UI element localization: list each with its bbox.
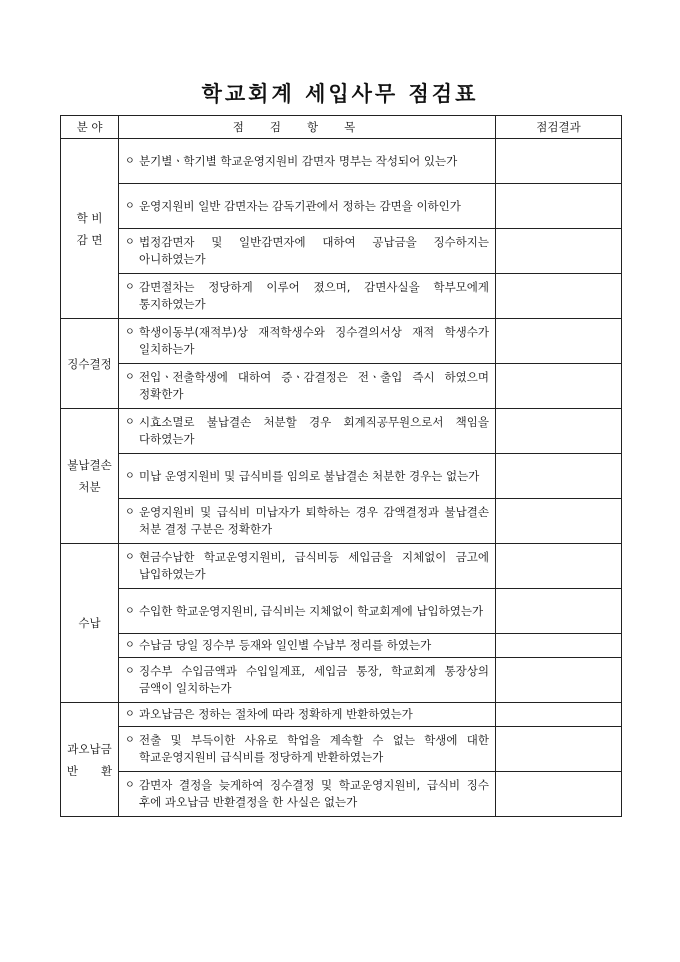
- page-title: 학교회계 세입사무 점검표: [201, 81, 479, 106]
- checklist-body: [61, 139, 622, 817]
- result-cell[interactable]: [496, 274, 622, 319]
- bullet-icon: ㅇ: [125, 327, 135, 338]
- result-cell[interactable]: [496, 229, 622, 274]
- check-item-cell: [119, 634, 496, 658]
- table-row: [61, 184, 622, 229]
- bullet-icon: ㅇ: [125, 470, 135, 482]
- category-label: 징수결정: [67, 356, 112, 371]
- check-item-text: 과오납금은 정하는 절차에 따라 정확하게 반환하였는가: [139, 707, 413, 721]
- result-cell[interactable]: [496, 319, 622, 364]
- bullet-icon: ㅇ: [125, 605, 135, 617]
- result-cell[interactable]: [496, 364, 622, 409]
- check-item-cell: [119, 139, 496, 184]
- bullet-icon: ㅇ: [125, 237, 135, 248]
- category-label: 학 비: [76, 210, 103, 225]
- bullet-icon: ㅇ: [125, 552, 135, 563]
- result-cell[interactable]: [496, 139, 622, 184]
- check-item-text: 감면절차는 정당하게 이루어 졌으며, 감면사실을 학부모에게 통지하였는가: [139, 280, 489, 311]
- check-item-text: 전입ㆍ전출학생에 대하여 증ㆍ감결정은 전ㆍ출입 즉시 하였으며 정확한가: [139, 370, 489, 401]
- table-row: [61, 229, 622, 274]
- table-row: [61, 658, 622, 703]
- header-item: 점검항목: [119, 116, 496, 139]
- table-row: [61, 454, 622, 499]
- category-label: 과오납금: [67, 741, 112, 756]
- result-cell[interactable]: [496, 589, 622, 634]
- result-cell[interactable]: [496, 703, 622, 727]
- bullet-icon: ㅇ: [125, 666, 135, 677]
- check-item-cell: [119, 409, 496, 454]
- result-cell[interactable]: [496, 772, 622, 817]
- result-cell[interactable]: [496, 658, 622, 703]
- check-item-text: 감면자 결정을 늦게하여 징수결정 및 학교운영지원비, 급식비 징수 후에 과오납금 반환결정을 한 사실은 없는가: [139, 778, 489, 809]
- category-cell: [61, 139, 119, 319]
- header-result: 점검결과: [496, 116, 622, 139]
- bullet-icon: ㅇ: [125, 155, 135, 167]
- bullet-icon: ㅇ: [125, 200, 135, 212]
- check-item-text: 현금수납한 학교운영지원비, 급식비등 세입금을 지체없이 금고에 납입하였는가: [139, 550, 489, 581]
- checklist-table: [60, 115, 622, 817]
- table-row: [61, 703, 622, 727]
- check-item-text: 전출 및 부득이한 사유로 학업을 계속할 수 없는 학생에 대한 학교운영지원비 급식비를 정당하게 반환하였는가: [139, 733, 489, 764]
- table-row: [61, 772, 622, 817]
- bullet-icon: ㅇ: [125, 372, 135, 383]
- check-item-text: 운영지원비 일반 감면자는 감독기관에서 정하는 감면을 이하인가: [139, 198, 461, 213]
- category-label: 감 면: [76, 232, 103, 247]
- table-row: [61, 634, 622, 658]
- check-item-cell: [119, 658, 496, 703]
- check-item-cell: [119, 544, 496, 589]
- check-item-cell: [119, 589, 496, 634]
- check-item-cell: [119, 229, 496, 274]
- table-row: [61, 274, 622, 319]
- check-item-cell: [119, 703, 496, 727]
- check-item-cell: [119, 727, 496, 772]
- table-row: [61, 589, 622, 634]
- result-cell[interactable]: [496, 499, 622, 544]
- bullet-icon: ㅇ: [125, 709, 135, 720]
- check-item-text: 징수부 수입금액과 수입일계표, 세입금 통장, 학교회계 통장상의 금액이 일치하는가: [139, 664, 489, 695]
- check-item-text: 분기별ㆍ학기별 학교운영지원비 감면자 명부는 작성되어 있는가: [139, 153, 458, 168]
- category-cell: [61, 409, 119, 544]
- table-row: [61, 544, 622, 589]
- category-label: 반 환: [66, 763, 113, 778]
- bullet-icon: ㅇ: [125, 507, 135, 518]
- check-item-text: 법정감면자 및 일반감면자에 대하여 공납금을 징수하지는 아니하였는가: [139, 235, 489, 266]
- check-item-cell: [119, 274, 496, 319]
- bullet-icon: ㅇ: [125, 780, 135, 791]
- check-item-text: 학생이동부(재적부)상 재적학생수와 징수결의서상 재적 학생수가 일치하는가: [139, 325, 489, 356]
- result-cell[interactable]: [496, 409, 622, 454]
- table-row: [61, 319, 622, 364]
- check-item-cell: [119, 184, 496, 229]
- bullet-icon: ㅇ: [125, 640, 135, 651]
- check-item-text: 수납금 당일 징수부 등재와 일인별 수납부 정리를 하였는가: [139, 638, 432, 652]
- table-row: [61, 727, 622, 772]
- bullet-icon: ㅇ: [125, 417, 135, 428]
- bullet-icon: ㅇ: [125, 282, 135, 293]
- category-label: 수납: [78, 616, 101, 630]
- result-cell[interactable]: [496, 727, 622, 772]
- check-item-cell: [119, 454, 496, 499]
- check-item-text: 수입한 학교운영지원비, 급식비는 지체없이 학교회계에 납입하였는가: [139, 603, 484, 618]
- check-item-cell: [119, 499, 496, 544]
- header-row: [61, 116, 622, 139]
- table-row: [61, 364, 622, 409]
- check-item-cell: [119, 364, 496, 409]
- table-row: [61, 499, 622, 544]
- category-cell: [61, 544, 119, 703]
- category-cell: [61, 703, 119, 817]
- result-cell[interactable]: [496, 634, 622, 658]
- header-category: 분 야: [61, 116, 119, 139]
- table-row: [61, 409, 622, 454]
- result-cell[interactable]: [496, 544, 622, 589]
- bullet-icon: ㅇ: [125, 735, 135, 746]
- check-item-cell: [119, 319, 496, 364]
- category-label: 처분: [78, 480, 101, 494]
- table-row: [61, 139, 622, 184]
- check-item-text: 시효소멸로 불납결손 처분할 경우 회계직공무원으로서 책임을 다하였는가: [139, 415, 489, 446]
- category-cell: [61, 319, 119, 409]
- result-cell[interactable]: [496, 184, 622, 229]
- check-item-text: 미납 운영지원비 및 급식비를 임의로 불납결손 처분한 경우는 없는가: [139, 468, 480, 483]
- result-cell[interactable]: [496, 454, 622, 499]
- check-item-cell: [119, 772, 496, 817]
- check-item-text: 운영지원비 및 급식비 미납자가 퇴학하는 경우 감액결정과 불납결손 처분 결정 구분은 정확한가: [139, 505, 489, 536]
- category-label: 불납결손: [67, 458, 112, 472]
